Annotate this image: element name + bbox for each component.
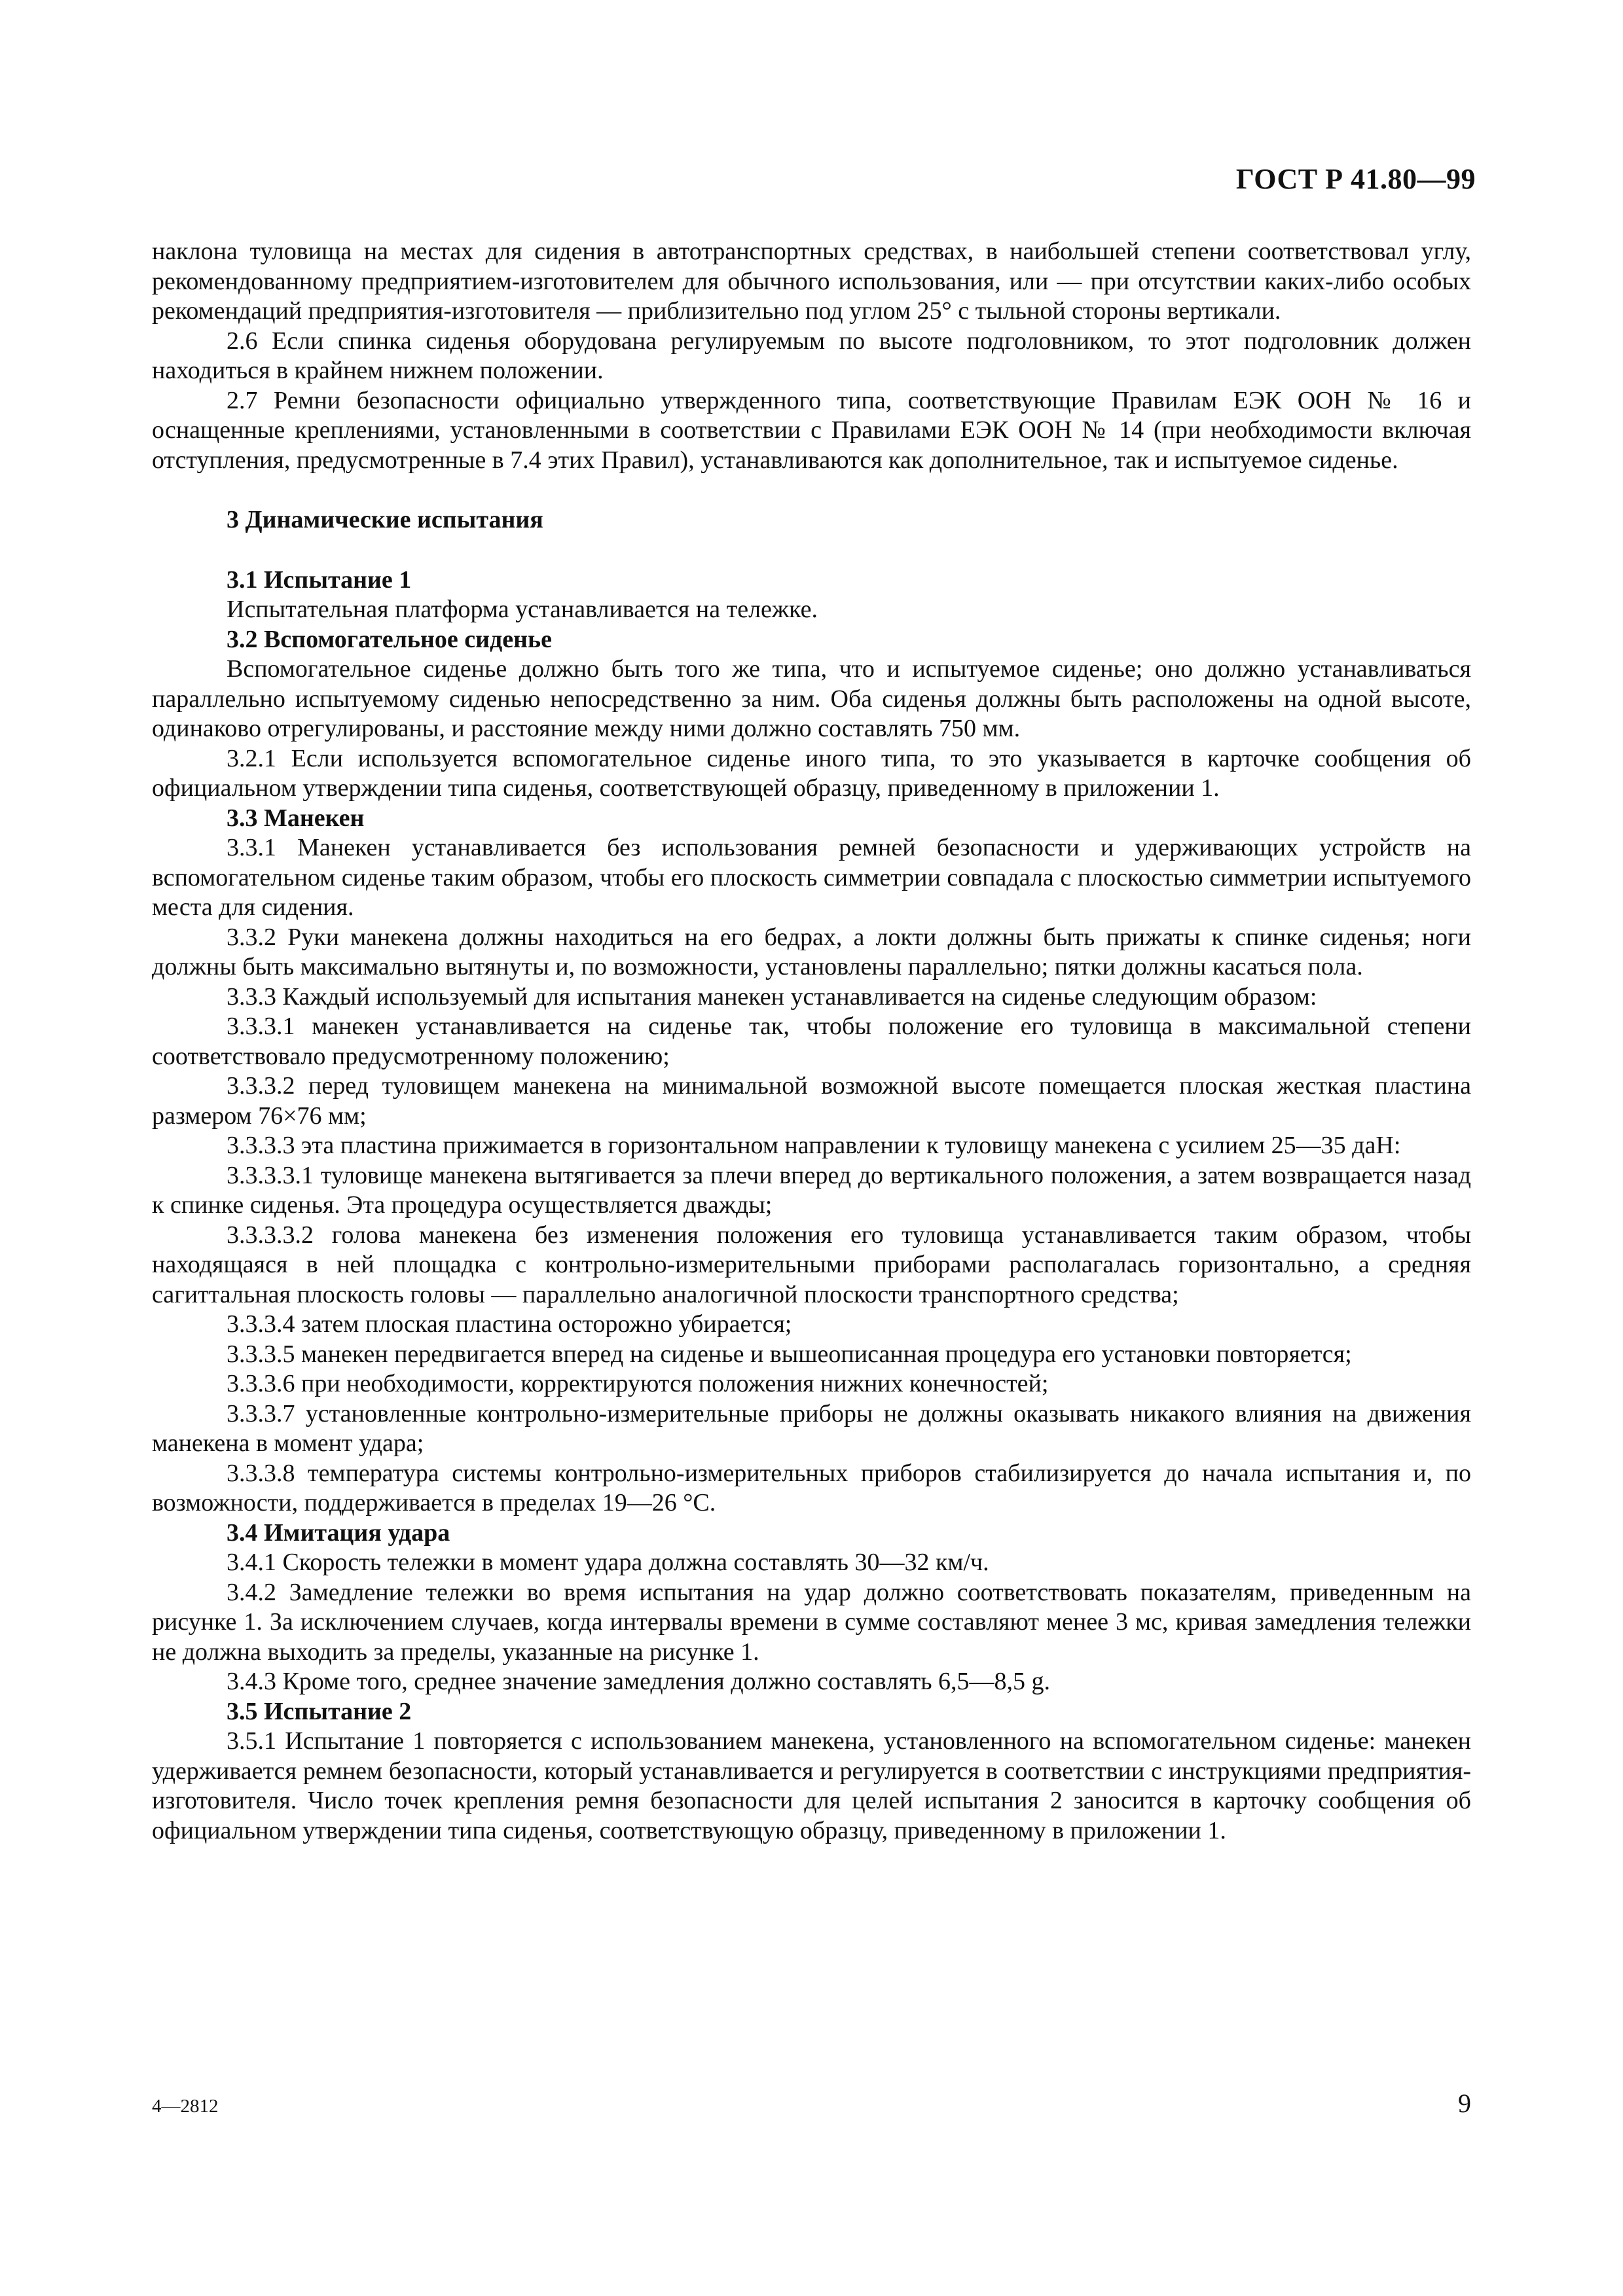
heading-3-3: 3.3 Манекен bbox=[227, 804, 365, 832]
paragraph-3-5-1: 3.5.1 Испытание 1 повторяется с использованием манекена, установленного на вспомогательном сиденье: манекен удерживается ремнем безопасности, который устанавливается и регулируется в соответствии с инструкциями предприятия-изготовителя. Число точек крепления ремня безопасности для целей испытания 2 заносится в карточку сообщения об официальном утверждении типа сиденья, соответствующую образцу, приведенному в приложении 1. bbox=[152, 1727, 1471, 1844]
document-body bbox=[152, 237, 1471, 1846]
heading-3-5: 3.5 Испытание 2 bbox=[227, 1697, 412, 1725]
paragraph-3-3-3-4: 3.3.3.4 затем плоская пластина осторожно убирается; bbox=[227, 1310, 792, 1338]
paragraph-2-6: 2.6 Если спинка сиденья оборудована регулируемым по высоте подголовником, то этот подголовник должен находиться в крайнем нижнем положении. bbox=[152, 327, 1471, 384]
page-number: 9 bbox=[1458, 2089, 1471, 2118]
paragraph-3-4-1: 3.4.1 Скорость тележки в момент удара должна составлять 30—32 км/ч. bbox=[227, 1549, 989, 1576]
paragraph-3-3-2: 3.3.2 Руки манекена должны находиться на его бедрах, а локти должны быть прижаты к спинке сиденья; ноги должны быть максимально вытянуты и, по возможности, установлены параллельно; пятки должны касаться пола. bbox=[152, 923, 1471, 980]
paragraph-3-3-3-8: 3.3.3.8 температура системы контрольно-измерительных приборов стабилизируется до начала испытания и, по возможности, поддерживается в пределах 19—26 °С. bbox=[152, 1459, 1471, 1516]
paragraph-3-3-3-1: 3.3.3.1 манекен устанавливается на сиденье так, чтобы положение его туловища в максимальной степени соответствовало предусмотренному положению; bbox=[152, 1013, 1471, 1070]
paragraph-3-3-3-2: 3.3.3.2 перед туловищем манекена на минимальной возможной высоте помещается плоская жесткая пластина размером 76×76 мм; bbox=[152, 1072, 1471, 1130]
paragraph-3-3-1: 3.3.1 Манекен устанавливается без использования ремней безопасности и удерживающих устройств на вспомогательном сиденье таким образом, чтобы его плоскость симметрии совпадала с плоскостью симметрии испытуемого места для сидения. bbox=[152, 834, 1471, 921]
paragraph-3-1: Испытательная платформа устанавливается на тележке. bbox=[227, 596, 818, 623]
paragraph-3-4-2: 3.4.2 Замедление тележки во время испытания на удар должно соответствовать показателям, приведенным на рисунке 1. За исключением случаев, когда интервалы времени в сумме составляют менее 3 мс, кривая замедления тележки не должна выходить за пределы, указанные на рисунке 1. bbox=[152, 1578, 1471, 1666]
heading-3-4: 3.4 Имитация удара bbox=[227, 1518, 450, 1547]
paragraph-3-3-3: 3.3.3 Каждый используемый для испытания манекен устанавливается на сиденье следующим образом: bbox=[227, 982, 1317, 1011]
document-header-title: ГОСТ Р 41.80—99 bbox=[1235, 163, 1476, 195]
paragraph-continuation: наклона туловища на местах для сидения в автотранспортных средствах, в наибольшей степени соответствовал углу, рекомендованному предприятием-изготовителем для обычного использования, или — при отсутствии каких-либо особых рекомендаций предприятия-изготовителя — приблизительно под углом 25° с тыльной стороны вертикали. bbox=[152, 238, 1471, 325]
paragraph-3-4-3: 3.4.3 Кроме того, среднее значение замедления должно составлять 6,5—8,5 g. bbox=[227, 1668, 1051, 1695]
paragraph-3-3-3-5: 3.3.3.5 манекен передвигается вперед на сиденье и вышеописанная процедура его установки повторяется; bbox=[227, 1340, 1352, 1368]
paragraph-2-7: 2.7 Ремни безопасности официально утвержденного типа, соответствующие Правилам ЕЭК ООН № 16 и оснащенные креплениями, установленными в соответствии с Правилами ЕЭК ООН № 14 (при необходимости включая отступления, предусмотренные в 7.4 этих Правил), устанавливаются как дополнительное, так и испытуемое сиденье. bbox=[152, 386, 1471, 474]
paragraph-3-3-3-3-1: 3.3.3.3.1 туловище манекена вытягивается за плечи вперед до вертикального положения, а затем возвращается назад к спинке сиденья. Эта процедура осуществляется дважды; bbox=[152, 1161, 1471, 1219]
footer-code: 4—2812 bbox=[152, 2096, 219, 2117]
paragraph-3-2: Вспомогательное сиденье должно быть того же типа, что и испытуемое сиденье; оно должно устанавливаться параллельно испытуемому сиденью непосредственно за ним. Оба сиденья должны быть расположены на одной высоте, одинаково отрегулированы, и расстояние между ними должно составлять 750 мм. bbox=[152, 655, 1471, 742]
paragraph-3-2-1: 3.2.1 Если используется вспомогательное сиденье иного типа, то это указывается в карточке сообщения об официальном утверждении типа сиденья, соответствующей образцу, приведенному в приложении 1. bbox=[152, 744, 1471, 802]
heading-3-1: 3.1 Испытание 1 bbox=[227, 565, 412, 594]
paragraph-3-3-3-7: 3.3.3.7 установленные контрольно-измерительные приборы не должны оказывать никакого влияния на движения манекена в момент удара; bbox=[152, 1399, 1471, 1457]
section-heading-3: 3 Динамические испытания bbox=[227, 506, 543, 533]
paragraph-3-3-3-3: 3.3.3.3 эта пластина прижимается в горизонтальном направлении к туловищу манекена с усилием 25—35 даН: bbox=[227, 1132, 1401, 1159]
paragraph-3-3-3-6: 3.3.3.6 при необходимости, корректируются положения нижних конечностей; bbox=[227, 1370, 1049, 1397]
paragraph-3-3-3-3-2: 3.3.3.3.2 голова манекена без изменения положения его туловища устанавливается таким образом, чтобы находящаяся в ней площадка с контрольно-измерительными приборами располагалась горизонтально, а средняя сагиттальная плоскость головы — параллельно аналогичной плоскости транспортного средства; bbox=[152, 1221, 1471, 1308]
heading-3-2: 3.2 Вспомогательное сиденье bbox=[227, 625, 552, 653]
